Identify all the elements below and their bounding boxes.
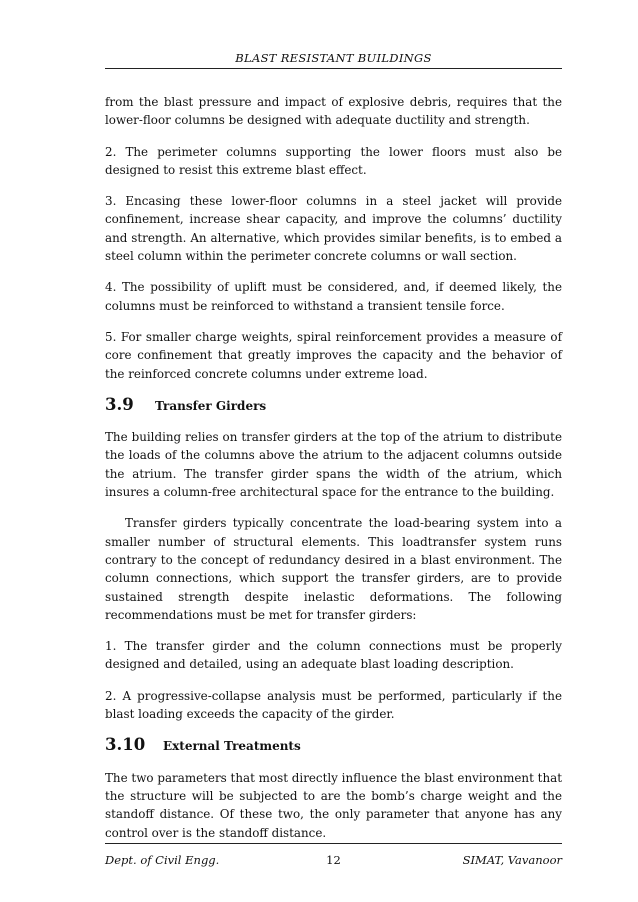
footer-institution: SIMAT, Vavanoor xyxy=(462,853,562,867)
section-heading-3-10 xyxy=(105,736,562,755)
footer-rule xyxy=(105,843,562,844)
paragraph: 1. The transfer girder and the column connections must be properly designed and detailed, using an adequate blast loading description. xyxy=(105,639,562,672)
section-title: External Treatments xyxy=(163,739,301,754)
paragraph: 3. Encasing these lower-floor columns in a steel jacket will provide confinement, increase shear capacity, and improve the columns’ ductility and strength. An alternative, which provides similar benefits, is to embed a steel column within the perimeter concrete columns or wall section. xyxy=(105,194,562,264)
page-body xyxy=(105,93,562,855)
paragraph: Transfer girders typically concentrate the load-bearing system into a smaller number of structural elements. This loadtransfer system runs contrary to the concept of redundancy desired in a blast environment. The column connections, which support the transfer girders, are to provide sustained strength despite inelastic deformations. The following recommendations must be met for transfer girders: xyxy=(105,516,562,622)
paragraph: The building relies on transfer girders at the top of the atrium to distribute the loads of the columns above the atrium to the adjacent columns outside the atrium. The transfer girder spans the width of the atrium, which insures a column-free architectural space for the entrance to the building. xyxy=(105,430,562,500)
paragraph: from the blast pressure and impact of explosive debris, requires that the lower-floor columns be designed with adequate ductility and strength. xyxy=(105,95,562,128)
section-number: 3.10 xyxy=(105,735,146,755)
footer-department: Dept. of Civil Engg. xyxy=(105,853,220,867)
paragraph: 2. The perimeter columns supporting the lower floors must also be designed to resist this extreme blast effect. xyxy=(105,144,562,177)
section-number: 3.9 xyxy=(105,394,134,414)
paragraph: 4. The possibility of uplift must be considered, and, if deemed likely, the columns must be reinforced to withstand a transient tensile force. xyxy=(105,280,562,313)
section-heading-3-9 xyxy=(105,396,562,415)
section-title: Transfer Girders xyxy=(155,398,267,413)
paragraph: The two parameters that most directly influence the blast environment that the structure will be subjected to are the bomb’s charge weight and the standoff distance. Of these two, the only parameter that anyone has any control over is the standoff distance. xyxy=(105,770,562,840)
paragraph: 5. For smaller charge weights, spiral reinforcement provides a measure of core confinement that greatly improves the capacity and the behavior of the reinforced concrete columns under extreme load. xyxy=(105,329,562,381)
running-header: BLAST RESISTANT BUILDINGS xyxy=(235,51,432,65)
paragraph: 2. A progressive-collapse analysis must be performed, particularly if the blast loading exceeds the capacity of the girder. xyxy=(105,688,562,722)
header-rule xyxy=(105,68,562,69)
page-number: 12 xyxy=(326,853,341,867)
